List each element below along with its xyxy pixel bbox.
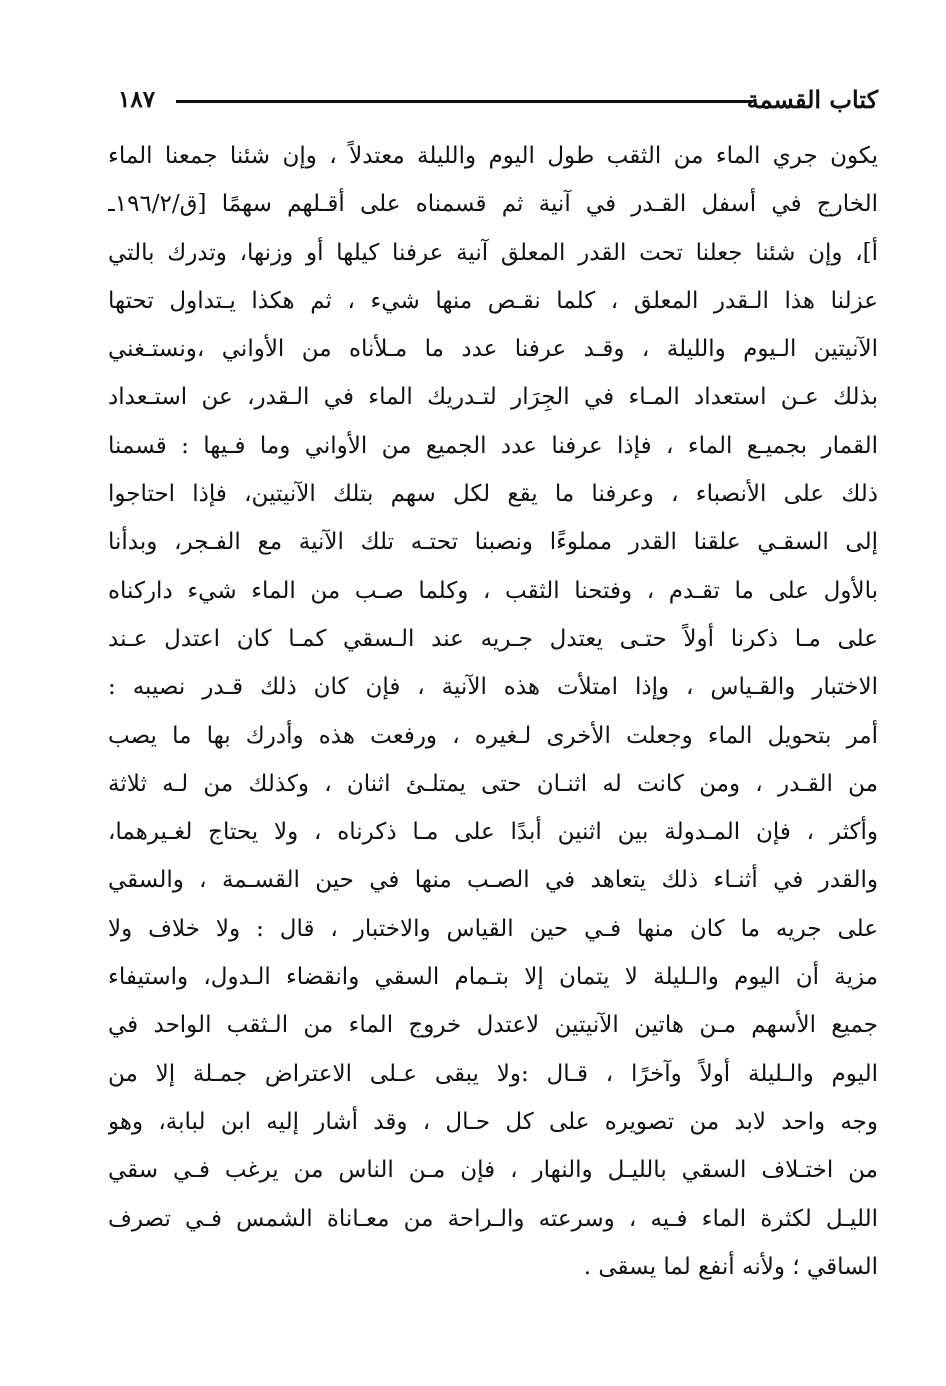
- text-line: إلى السقـي علقنا القدر مملوءًا ونصبنا تحتـه تلك الآنية مع الفـجر، وبدأنا: [108, 529, 878, 556]
- text-line: الآنيتين الـيوم والليلة ، وقـد عرفنا عدد ما مـلأناه من الأواني ،ونستـغني: [108, 336, 878, 363]
- text-line: ذلك على الأنصباء ، وعرفنا ما يقع لكل سهم بتلك الآنيتين، فإذا احتاجوا: [108, 481, 878, 508]
- text-line: الليـل لكثرة الماء فـيه ، وسرعته والـراحة من معـاناة الشمس فـي تصرف: [108, 1205, 878, 1232]
- page-number: ١٨٧: [118, 86, 156, 113]
- text-line: من القـدر ، ومن كانت له اثنـان حتى يمتلـئ اثنان ، وكذلك من لـه ثلاثة: [108, 770, 878, 797]
- body-text: [108, 132, 878, 1291]
- text-line: على مـا ذكرنا أولاً حتـى يعتدل جـريه عند الـسقي كمـا كان اعتدل عـند: [108, 625, 878, 652]
- header-rule: [176, 100, 752, 103]
- text-line: جميع الأسهم مـن هاتين الآنيتين لاعتدل خروج الماء من الـثقب الواحد في: [108, 1012, 878, 1039]
- text-line: اليوم والـليلة أولاً وآخرًا ، قـال :ولا يبقى عـلى الاعتراض جمـلة إلا من: [108, 1060, 878, 1087]
- text-line: عزلنا هذا الـقدر المعلق ، كلما نقـص منها شيء ، ثم هكذا يـتداول تحتها: [108, 287, 878, 314]
- text-line: يكون جري الماء من الثقب طول اليوم والليلة معتدلاً ، وإن شئنا جمعنا الماء: [108, 143, 878, 169]
- text-line: الخارج في أسفل القـدر في آنية ثم قسمناه على أقـلهم سهمًا [ق/١٩٦/٢ـ: [108, 191, 878, 218]
- text-line: وأكثر ، فإن المـدولة بين اثنين أبدًا على مـا ذكرناه ، ولا يحتاج لغـيرهما،: [108, 819, 878, 846]
- text-line: مزية أن اليوم والـليلة لا يتمان إلا بتـمام السقي وانقضاء الـدول، واستيفاء: [108, 964, 878, 991]
- text-line: والقدر في أثنـاء ذلك يتعاهد في الصـب منها في حين القسـمة ، والسقي: [108, 867, 878, 894]
- text-line: القمار بجميـع الماء ، فإذا عرفنا عدد الجميع من الأواني وما فـيها : قسمنا: [108, 432, 878, 459]
- text-line: أمر بتحويل الماء وجعلت الأخرى لـغيره ، ورفعت هذه وأدرك بها ما يصب: [108, 722, 878, 749]
- text-line: على جريه ما كان منها فـي حين القياس والاختبار ، قال : ولا خلاف ولا: [108, 915, 878, 942]
- text-line: بذلك عـن استعداد المـاء في الجِرَار لتـدريك الماء في الـقدر، عن استـعداد: [108, 384, 878, 411]
- text-line-last: الساقي ؛ ولأنه أنفع لما يسقى .: [583, 1253, 878, 1280]
- page-header: [118, 80, 878, 120]
- running-title: كتاب القسمة: [746, 85, 878, 114]
- text-line: بالأول على ما تقـدم ، وفتحنا الثقب ، وكلما صـب من الماء شيء داركناه: [108, 577, 878, 604]
- text-line: الاختبار والقـياس ، وإذا امتلأت هذه الآنية ، فإن كان ذلك قـدر نصيبه :: [108, 674, 878, 701]
- text-line: من اختـلاف السقي بالليـل والنهار ، فإن مـن الناس من يرغب فـي سقي: [108, 1157, 878, 1184]
- text-line: وجه واحد لابد من تصويره على كل حـال ، وقد أشار إليه ابن لبابة، وهو: [108, 1108, 878, 1135]
- text-line: أ]، وإن شئنا جعلنا تحت القدر المعلق آنية عرفنا كيلها أو وزنها، وتدرك بالتي: [108, 239, 878, 266]
